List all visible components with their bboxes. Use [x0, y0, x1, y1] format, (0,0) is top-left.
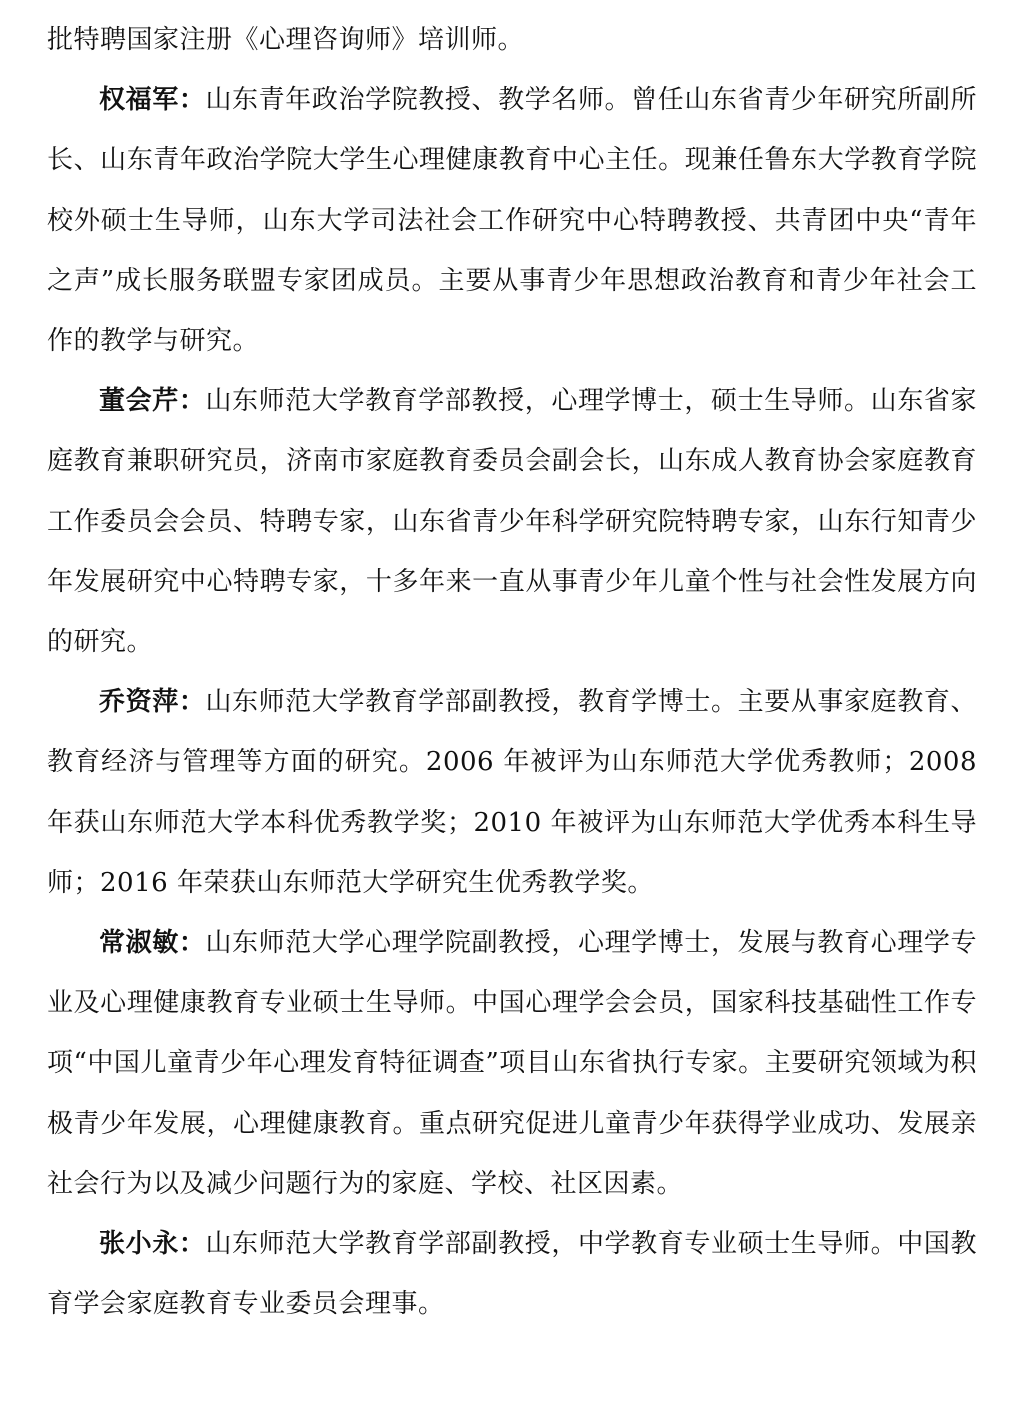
bio-paragraph: [47, 70, 977, 371]
bio-name: 张小永: [99, 1229, 179, 1260]
bio-separator: ：: [178, 85, 206, 116]
bio-separator: ：: [178, 928, 206, 959]
bio-paragraph: [47, 672, 977, 913]
bio-name: 常淑敏: [99, 928, 179, 959]
bio-separator: ：: [178, 687, 206, 718]
intro-continuation: 批特聘国家注册《心理咨询师》培训师。: [47, 25, 525, 55]
bio-separator: ：: [178, 386, 206, 417]
bio-paragraph: [47, 913, 977, 1214]
document-body: [47, 10, 977, 1334]
bio-text: 山东青年政治学院教授、教学名师。曾任山东省青少年研究所副所长、山东青年政治学院大学生心理健康教育中心主任。现兼任鲁东大学教育学院校外硕士生导师，山东大学司法社会工作研究中心特聘教授、共青团中央“青年之声”成长服务联盟专家团成员。主要从事青少年思想政治教育和青少年社会工作的教学与研究。: [47, 85, 977, 357]
bio-name: 乔资萍: [99, 687, 179, 718]
bio-text: 山东师范大学教育学部教授，心理学博士，硕士生导师。山东省家庭教育兼职研究员，济南市家庭教育委员会副会长，山东成人教育协会家庭教育工作委员会会员、特聘专家，山东省青少年科学研究院特聘专家，山东行知青少年发展研究中心特聘专家，十多年来一直从事青少年儿童个性与社会性发展方向的研究。: [47, 386, 977, 658]
bio-paragraph: [47, 371, 977, 672]
bio-text: 山东师范大学教育学部副教授，中学教育专业硕士生导师。中国教育学会家庭教育专业委员会理事。: [47, 1229, 977, 1320]
bio-name: 董会芹: [99, 386, 179, 417]
bio-name: 权福军: [99, 85, 179, 116]
bio-text: 山东师范大学心理学院副教授，心理学博士，发展与教育心理学专业及心理健康教育专业硕士生导师。中国心理学会会员，国家科技基础性工作专项“中国儿童青少年心理发育特征调查”项目山东省执行专家。主要研究领域为积极青少年发展，心理健康教育。重点研究促进儿童青少年获得学业成功、发展亲社会行为以及减少问题行为的家庭、学校、社区因素。: [47, 928, 977, 1199]
bio-text: 山东师范大学教育学部副教授，教育学博士。主要从事家庭教育、教育经济与管理等方面的研究。2006 年被评为山东师范大学优秀教师；2008 年获山东师范大学本科优秀教学奖；2010 年被评为山东师范大学优秀本科生导师；2016 年荣获山东师范大学研究生优秀教学奖。: [47, 687, 977, 898]
bio-paragraph: [47, 1214, 977, 1334]
bio-separator: ：: [178, 1229, 206, 1260]
